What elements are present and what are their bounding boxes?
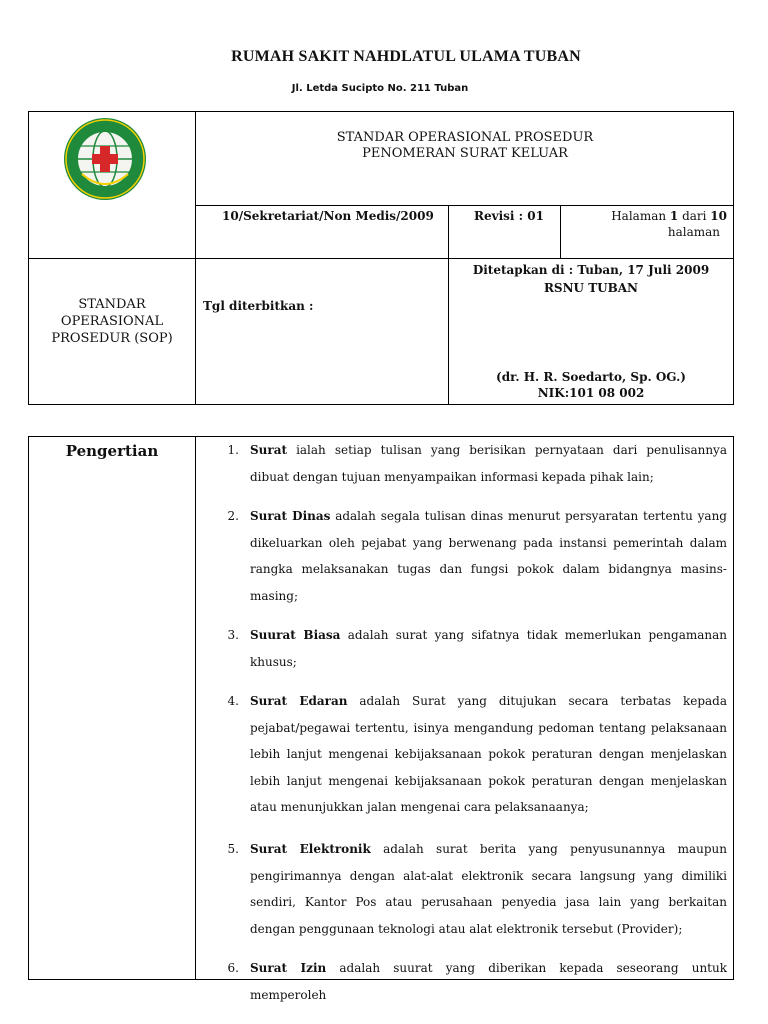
signatory-nik: NIK:101 08 002	[537, 386, 645, 400]
list-item: 5. Surat Elektronik adalah surat berita yang penyusunannya maupun pengirimannya dengan alat-alat elektronik secara langsung yang dimiliki sendiri, Kantor Pos atau perusahaan penyedia jasa lain yang berkaitan dengan penggunaan teknologi atau alat elektronik tersebut (Provider);	[227, 842, 727, 936]
list-item: 3. Suurat Biasa adalah surat yang sifatnya tidak memerlukan pengamanan khusus;	[227, 628, 727, 669]
hospital-address: Jl. Letda Sucipto No. 211 Tuban	[291, 83, 469, 94]
sop-label-line1: STANDAR	[78, 297, 146, 312]
issued-date-label: Tgl diterbitkan :	[203, 299, 314, 313]
list-item: 1. Surat ialah setiap tulisan yang berisikan pernyataan dari penulisannya dibuat dengan tujuan menyampaikan informasi kepada pihak lain;	[227, 443, 727, 484]
page-info-suffix: halaman	[667, 225, 720, 239]
organization-name: RSNU TUBAN	[543, 281, 639, 295]
revision-number: Revisi : 01	[474, 209, 544, 223]
definitions-heading: Pengertian	[65, 442, 159, 460]
list-item: 2. Surat Dinas adalah segala tulisan dinas menurut persyaratan tertentu yang dikeluarkan oleh pejabat yang berwenang pada instansi pemerintah dalam rangka melaksanakan tugas dan fungsi pokok dalam bidangnya masins-masing;	[227, 509, 727, 603]
sop-label-line2: OPERASIONAL	[60, 314, 164, 329]
page-info: Halaman 1 dari 10	[611, 209, 727, 223]
sop-title-line1: STANDAR OPERASIONAL PROSEDUR	[336, 130, 594, 145]
signatory-name: (dr. H. R. Soedarto, Sp. OG.)	[496, 370, 686, 384]
established-place-date: Ditetapkan di : Tuban, 17 Juli 2009	[472, 263, 710, 277]
list-item: 4. Surat Edaran adalah Surat yang ditujukan secara terbatas kepada pejabat/pegawai tertentu, isinya mengandung pedoman tentang pelaksanaan lebih lanjut mengenai kebijaksanaan pokok peraturan dengan menjelaskan lebih lanjut mengenai kebijaksanaan pokok peraturan dengan menjelaskan atau menunjukkan jalan mengenai cara pelaksanaanya;	[227, 694, 727, 814]
sop-title-line2: PENOMERAN SURAT KELUAR	[362, 146, 568, 161]
list-item: 6. Surat Izin adalah suurat yang diberikan kepada seseorang untuk memperoleh	[227, 961, 728, 1002]
hospital-name: RUMAH SAKIT NAHDLATUL ULAMA TUBAN	[231, 48, 581, 65]
hospital-logo	[62, 116, 148, 202]
sop-label-line3: PROSEDUR (SOP)	[51, 331, 173, 346]
document-number: 10/Sekretariat/Non Medis/2009	[222, 209, 434, 223]
